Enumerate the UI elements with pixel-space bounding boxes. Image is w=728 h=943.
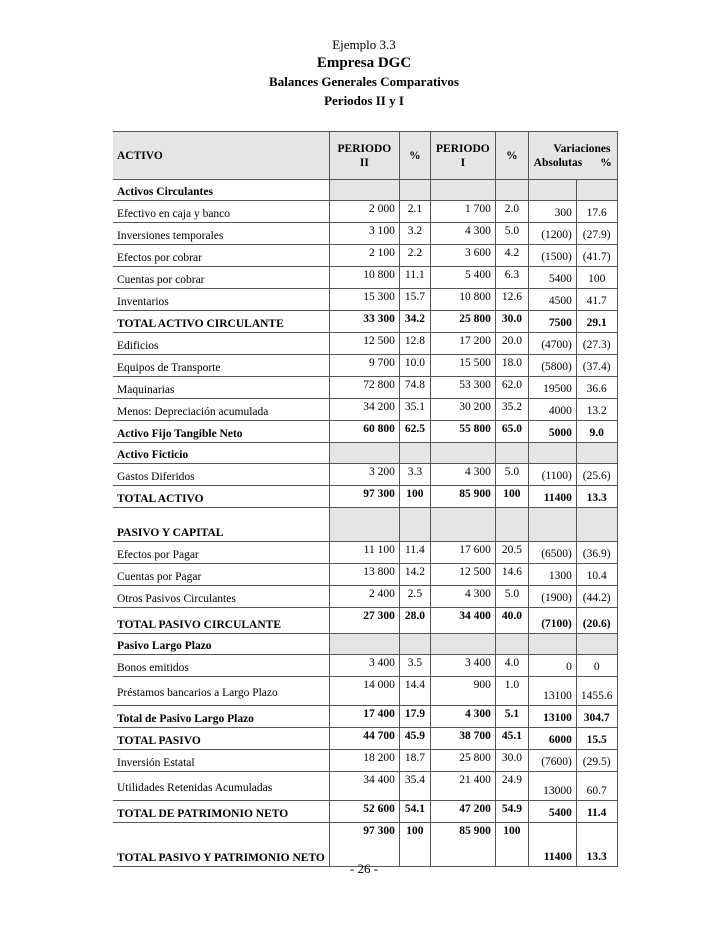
row-label: TOTAL PASIVO Y PATRIMONIO NETO bbox=[113, 823, 329, 867]
periodo-2-pct: 12.8 bbox=[399, 333, 430, 355]
periodo-1-value: 38 700 bbox=[430, 728, 495, 750]
variacion-absoluta bbox=[528, 443, 576, 464]
variacion-pct: 9.0 bbox=[576, 421, 617, 443]
periodo-2-pct: 2.2 bbox=[399, 245, 430, 267]
variacion-pct: 41.7 bbox=[576, 289, 617, 311]
row-label: Inventarios bbox=[113, 289, 329, 311]
periodo-1-value: 3 400 bbox=[430, 655, 495, 677]
periodo-1-value: 4 300 bbox=[430, 223, 495, 245]
table-row bbox=[113, 201, 617, 223]
periodo-2-value: 52 600 bbox=[329, 801, 399, 823]
periodo-2-pct: 17.9 bbox=[399, 706, 430, 728]
variacion-absoluta: (1500) bbox=[528, 245, 576, 267]
periodo-1-pct: 5.0 bbox=[495, 464, 528, 486]
variacion-pct bbox=[576, 180, 617, 201]
periodo-1-pct: 100 bbox=[495, 486, 528, 508]
periodo-1-pct: 62.0 bbox=[495, 377, 528, 399]
periodo-1-value: 15 500 bbox=[430, 355, 495, 377]
periodo-1-pct: 30.0 bbox=[495, 750, 528, 772]
header-pct-2: % bbox=[399, 132, 430, 180]
header-variaciones-label: Variaciones bbox=[553, 142, 611, 155]
variacion-pct bbox=[576, 443, 617, 464]
periodo-1-pct bbox=[495, 634, 528, 655]
variacion-pct: (44.2) bbox=[576, 586, 617, 608]
periodo-2-value: 34 200 bbox=[329, 399, 399, 421]
table-row bbox=[113, 245, 617, 267]
row-label: Equipos de Transporte bbox=[113, 355, 329, 377]
periodo-1-pct: 12.6 bbox=[495, 289, 528, 311]
variacion-pct: (36.9) bbox=[576, 542, 617, 564]
row-label: Activo Fijo Tangible Neto bbox=[113, 421, 329, 443]
periodo-2-pct: 54.1 bbox=[399, 801, 430, 823]
variacion-absoluta: 11400 bbox=[528, 823, 576, 867]
table-row bbox=[113, 564, 617, 586]
periodo-1-value: 47 200 bbox=[430, 801, 495, 823]
table-row bbox=[113, 750, 617, 772]
periodo-2-pct: 2.5 bbox=[399, 586, 430, 608]
periodo-1-value: 4 300 bbox=[430, 464, 495, 486]
periodo-2-value: 72 800 bbox=[329, 377, 399, 399]
variacion-absoluta: 13000 bbox=[528, 772, 576, 801]
table-row bbox=[113, 706, 617, 728]
periodo-2-pct bbox=[399, 443, 430, 464]
variacion-absoluta: 1300 bbox=[528, 564, 576, 586]
periodo-2-pct: 35.1 bbox=[399, 399, 430, 421]
variacion-pct: (20.6) bbox=[576, 608, 617, 634]
header-periodo-2: PERIODO II bbox=[329, 132, 399, 180]
variacion-absoluta: (6500) bbox=[528, 542, 576, 564]
periodo-1-pct: 30.0 bbox=[495, 311, 528, 333]
header-activo: ACTIVO bbox=[113, 132, 329, 180]
periodo-2-value: 9 700 bbox=[329, 355, 399, 377]
variacion-pct: 13.3 bbox=[576, 486, 617, 508]
periodo-1-pct: 65.0 bbox=[495, 421, 528, 443]
periodo-2-pct: 100 bbox=[399, 823, 430, 867]
periodo-1-pct bbox=[495, 508, 528, 542]
periodo-2-pct bbox=[399, 508, 430, 542]
variacion-absoluta: 11400 bbox=[528, 486, 576, 508]
variacion-absoluta bbox=[528, 634, 576, 655]
periodo-1-value: 4 300 bbox=[430, 586, 495, 608]
variacion-pct: (37.4) bbox=[576, 355, 617, 377]
table-row bbox=[113, 772, 617, 801]
table-row bbox=[113, 289, 617, 311]
periodo-1-pct: 18.0 bbox=[495, 355, 528, 377]
periods-label: Periodos II y I bbox=[324, 93, 404, 108]
periodo-2-value: 3 100 bbox=[329, 223, 399, 245]
table-row bbox=[113, 355, 617, 377]
periodo-1-pct: 45.1 bbox=[495, 728, 528, 750]
variacion-absoluta: 19500 bbox=[528, 377, 576, 399]
row-label: TOTAL PASIVO CIRCULANTE bbox=[113, 608, 329, 634]
variacion-absoluta: (1900) bbox=[528, 586, 576, 608]
variacion-pct: 304.7 bbox=[576, 706, 617, 728]
variacion-absoluta: (7100) bbox=[528, 608, 576, 634]
variacion-absoluta: (1200) bbox=[528, 223, 576, 245]
periodo-2-value: 2 100 bbox=[329, 245, 399, 267]
table-row bbox=[113, 311, 617, 333]
periodo-2-pct: 14.2 bbox=[399, 564, 430, 586]
header-periodo-1: PERIODO I bbox=[430, 132, 495, 180]
variacion-absoluta: (7600) bbox=[528, 750, 576, 772]
periodo-2-pct: 74.8 bbox=[399, 377, 430, 399]
variacion-absoluta: 13100 bbox=[528, 706, 576, 728]
row-label: Bonos emitidos bbox=[113, 655, 329, 677]
variacion-pct: 17.6 bbox=[576, 201, 617, 223]
periodo-1-pct: 1.0 bbox=[495, 677, 528, 706]
periodo-2-pct: 3.5 bbox=[399, 655, 430, 677]
periodo-2-value bbox=[329, 508, 399, 542]
row-label: Efectos por Pagar bbox=[113, 542, 329, 564]
periodo-2-value: 3 200 bbox=[329, 464, 399, 486]
periodo-1-value: 25 800 bbox=[430, 750, 495, 772]
periodo-2-pct: 3.3 bbox=[399, 464, 430, 486]
variacion-pct bbox=[576, 508, 617, 542]
periodo-2-value: 34 400 bbox=[329, 772, 399, 801]
section-row bbox=[113, 508, 617, 542]
variacion-pct: 0 bbox=[576, 655, 617, 677]
periodo-2-pct: 62.5 bbox=[399, 421, 430, 443]
variacion-absoluta: 5400 bbox=[528, 801, 576, 823]
variacion-absoluta bbox=[528, 180, 576, 201]
periodo-1-value: 17 600 bbox=[430, 542, 495, 564]
variacion-absoluta: 5400 bbox=[528, 267, 576, 289]
table-row bbox=[113, 333, 617, 355]
table-row bbox=[113, 486, 617, 508]
row-label: Edificios bbox=[113, 333, 329, 355]
periodo-1-value: 3 600 bbox=[430, 245, 495, 267]
periodo-1-pct bbox=[495, 443, 528, 464]
periodo-2-value: 17 400 bbox=[329, 706, 399, 728]
variacion-pct: 11.4 bbox=[576, 801, 617, 823]
table-row bbox=[113, 823, 617, 867]
row-label: Otros Pasivos Circulantes bbox=[113, 586, 329, 608]
table-row bbox=[113, 377, 617, 399]
periodo-2-value bbox=[329, 443, 399, 464]
periodo-2-pct: 10.0 bbox=[399, 355, 430, 377]
row-label: Efectivo en caja y banco bbox=[113, 201, 329, 223]
periodo-2-pct: 35.4 bbox=[399, 772, 430, 801]
periodo-1-pct bbox=[495, 180, 528, 201]
row-label: TOTAL ACTIVO bbox=[113, 486, 329, 508]
variacion-absoluta: 6000 bbox=[528, 728, 576, 750]
periodo-1-value: 53 300 bbox=[430, 377, 495, 399]
variacion-pct: 100 bbox=[576, 267, 617, 289]
periodo-2-pct: 100 bbox=[399, 486, 430, 508]
periodo-1-value: 85 900 bbox=[430, 486, 495, 508]
table-row bbox=[113, 267, 617, 289]
periodo-1-value bbox=[430, 634, 495, 655]
report-subtitle: Balances Generales Comparativos bbox=[269, 74, 459, 89]
table-row bbox=[113, 655, 617, 677]
periodo-1-pct: 4.2 bbox=[495, 245, 528, 267]
periodo-2-value: 3 400 bbox=[329, 655, 399, 677]
periodo-1-pct: 40.0 bbox=[495, 608, 528, 634]
periodo-1-pct: 14.6 bbox=[495, 564, 528, 586]
variacion-pct: 13.3 bbox=[576, 823, 617, 867]
row-label: Gastos Diferidos bbox=[113, 464, 329, 486]
variacion-absoluta: 5000 bbox=[528, 421, 576, 443]
periodo-1-value: 4 300 bbox=[430, 706, 495, 728]
row-label: Inversiones temporales bbox=[113, 223, 329, 245]
periodo-2-value: 33 300 bbox=[329, 311, 399, 333]
variacion-pct: 1455.6 bbox=[576, 677, 617, 706]
table-row bbox=[113, 801, 617, 823]
periodo-2-value: 2 000 bbox=[329, 201, 399, 223]
periodo-2-value bbox=[329, 634, 399, 655]
periodo-2-value: 10 800 bbox=[329, 267, 399, 289]
periodo-1-value: 55 800 bbox=[430, 421, 495, 443]
periodo-2-pct: 18.7 bbox=[399, 750, 430, 772]
variacion-absoluta: (1100) bbox=[528, 464, 576, 486]
company-title: Empresa DGC bbox=[316, 55, 412, 71]
row-label: Activos Circulantes bbox=[117, 186, 213, 198]
variacion-pct: 15.5 bbox=[576, 728, 617, 750]
periodo-2-pct: 28.0 bbox=[399, 608, 430, 634]
periodo-2-value: 97 300 bbox=[329, 486, 399, 508]
variacion-pct: (41.7) bbox=[576, 245, 617, 267]
periodo-2-value: 12 500 bbox=[329, 333, 399, 355]
variacion-absoluta: 4500 bbox=[528, 289, 576, 311]
periodo-2-value: 15 300 bbox=[329, 289, 399, 311]
periodo-1-value: 85 900 bbox=[430, 823, 495, 867]
row-label: Cuentas por Pagar bbox=[113, 564, 329, 586]
periodo-2-value: 97 300 bbox=[329, 823, 399, 867]
periodo-2-pct: 15.7 bbox=[399, 289, 430, 311]
periodo-2-value: 27 300 bbox=[329, 608, 399, 634]
table-row bbox=[113, 728, 617, 750]
variacion-pct: (27.3) bbox=[576, 333, 617, 355]
periodo-1-pct: 20.0 bbox=[495, 333, 528, 355]
periodo-2-pct: 14.4 bbox=[399, 677, 430, 706]
periodo-2-pct: 3.2 bbox=[399, 223, 430, 245]
variacion-pct: 60.7 bbox=[576, 772, 617, 801]
periodo-1-pct: 5.0 bbox=[495, 223, 528, 245]
periodo-2-value: 11 100 bbox=[329, 542, 399, 564]
row-label: Pasivo Largo Plazo bbox=[113, 634, 329, 655]
periodo-1-value: 1 700 bbox=[430, 201, 495, 223]
row-label: TOTAL DE PATRIMONIO NETO bbox=[113, 801, 329, 823]
row-label: Total de Pasivo Largo Plazo bbox=[113, 706, 329, 728]
variacion-absoluta bbox=[528, 508, 576, 542]
variacion-pct: 36.6 bbox=[576, 377, 617, 399]
row-label: Préstamos bancarios a Largo Plazo bbox=[113, 677, 329, 706]
row-label: Efectos por cobrar bbox=[113, 245, 329, 267]
table-header-row bbox=[113, 132, 617, 180]
header-variaciones bbox=[528, 132, 617, 180]
variacion-absoluta: (5800) bbox=[528, 355, 576, 377]
periodo-2-value: 18 200 bbox=[329, 750, 399, 772]
section-row bbox=[113, 180, 617, 201]
variacion-pct: 13.2 bbox=[576, 399, 617, 421]
periodo-1-pct: 54.9 bbox=[495, 801, 528, 823]
periodo-2-pct: 11.4 bbox=[399, 542, 430, 564]
table-row bbox=[113, 677, 617, 706]
variacion-absoluta: (4700) bbox=[528, 333, 576, 355]
periodo-1-value: 21 400 bbox=[430, 772, 495, 801]
variacion-absoluta: 7500 bbox=[528, 311, 576, 333]
balance-table bbox=[113, 131, 618, 867]
variacion-absoluta: 300 bbox=[528, 201, 576, 223]
variacion-absoluta: 4000 bbox=[528, 399, 576, 421]
row-label: Cuentas por cobrar bbox=[113, 267, 329, 289]
periodo-1-pct: 24.9 bbox=[495, 772, 528, 801]
variacion-pct: (27.9) bbox=[576, 223, 617, 245]
header-pct-var: % bbox=[600, 156, 612, 169]
header-pct-1: % bbox=[495, 132, 528, 180]
row-label: Inversión Estatal bbox=[113, 750, 329, 772]
periodo-1-pct: 2.0 bbox=[495, 201, 528, 223]
periodo-1-value: 12 500 bbox=[430, 564, 495, 586]
variacion-absoluta: 13100 bbox=[528, 677, 576, 706]
table-row bbox=[113, 542, 617, 564]
row-label: Utilidades Retenidas Acumuladas bbox=[113, 772, 329, 801]
section-row bbox=[113, 443, 617, 464]
periodo-1-value: 34 400 bbox=[430, 608, 495, 634]
row-label: Menos: Depreciación acumulada bbox=[113, 399, 329, 421]
row-label: PASIVO Y CAPITAL bbox=[113, 508, 329, 542]
table-row bbox=[113, 399, 617, 421]
periodo-2-pct: 2.1 bbox=[399, 201, 430, 223]
periodo-2-pct: 34.2 bbox=[399, 311, 430, 333]
variacion-pct: 10.4 bbox=[576, 564, 617, 586]
periodo-1-value bbox=[430, 508, 495, 542]
periodo-1-value bbox=[430, 443, 495, 464]
periodo-1-pct: 5.1 bbox=[495, 706, 528, 728]
header-absolutas: Absolutas bbox=[533, 156, 583, 169]
periodo-1-value: 17 200 bbox=[430, 333, 495, 355]
table-row bbox=[113, 608, 617, 634]
periodo-1-pct: 35.2 bbox=[495, 399, 528, 421]
periodo-1-value: 30 200 bbox=[430, 399, 495, 421]
periodo-1-value: 25 800 bbox=[430, 311, 495, 333]
example-label: Ejemplo 3.3 bbox=[332, 37, 396, 52]
periodo-1-pct: 100 bbox=[495, 823, 528, 867]
row-label: TOTAL PASIVO bbox=[113, 728, 329, 750]
periodo-1-pct: 5.0 bbox=[495, 586, 528, 608]
periodo-1-value: 900 bbox=[430, 677, 495, 706]
periodo-1-value bbox=[430, 180, 495, 201]
periodo-2-value bbox=[329, 180, 399, 201]
periodo-2-pct: 11.1 bbox=[399, 267, 430, 289]
periodo-1-value: 5 400 bbox=[430, 267, 495, 289]
periodo-1-value: 10 800 bbox=[430, 289, 495, 311]
variacion-pct: (29.5) bbox=[576, 750, 617, 772]
table-row bbox=[113, 586, 617, 608]
periodo-2-value: 13 800 bbox=[329, 564, 399, 586]
periodo-2-pct bbox=[399, 180, 430, 201]
table-row bbox=[113, 421, 617, 443]
periodo-2-pct: 45.9 bbox=[399, 728, 430, 750]
periodo-2-value: 44 700 bbox=[329, 728, 399, 750]
periodo-2-value: 60 800 bbox=[329, 421, 399, 443]
row-label: Maquinarias bbox=[113, 377, 329, 399]
variacion-pct: 29.1 bbox=[576, 311, 617, 333]
periodo-1-pct: 4.0 bbox=[495, 655, 528, 677]
section-row bbox=[113, 634, 617, 655]
variacion-absoluta: 0 bbox=[528, 655, 576, 677]
periodo-2-value: 2 400 bbox=[329, 586, 399, 608]
page-number: - 26 - bbox=[349, 861, 379, 876]
variacion-pct: (25.6) bbox=[576, 464, 617, 486]
row-label: Activo Ficticio bbox=[113, 443, 329, 464]
periodo-1-pct: 20.5 bbox=[495, 542, 528, 564]
table-row bbox=[113, 464, 617, 486]
variacion-pct bbox=[576, 634, 617, 655]
periodo-2-pct bbox=[399, 634, 430, 655]
row-label: TOTAL ACTIVO CIRCULANTE bbox=[113, 311, 329, 333]
table-row bbox=[113, 223, 617, 245]
periodo-2-value: 14 000 bbox=[329, 677, 399, 706]
periodo-1-pct: 6.3 bbox=[495, 267, 528, 289]
